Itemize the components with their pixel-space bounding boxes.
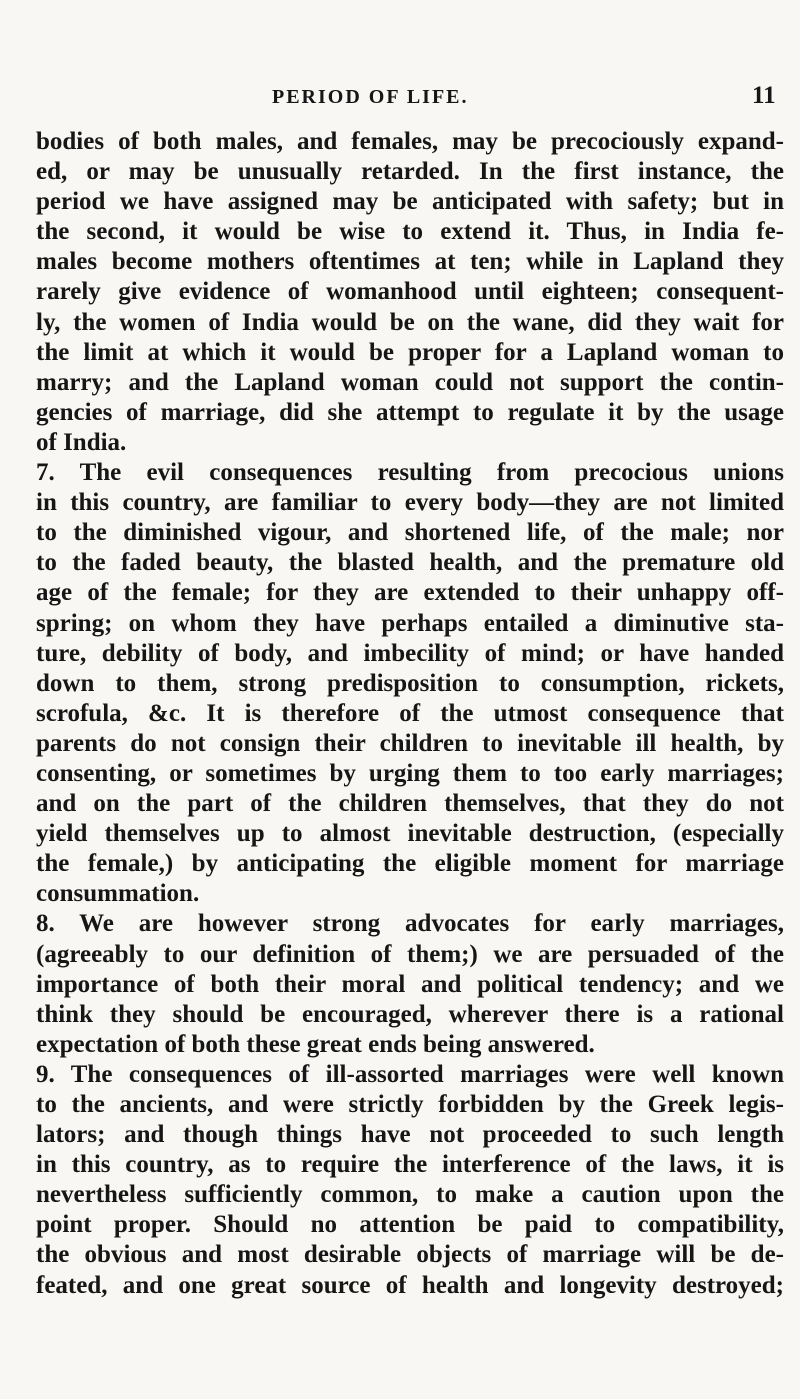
text-line: ly, the women of India would be on the wane, did they wait for: [36, 308, 784, 336]
text-line: point proper. Should no attention be paid to compatibility,: [36, 1211, 784, 1239]
text-line: marry; and the Lapland woman could not support the contin-: [36, 368, 784, 396]
text-line: (agreeably to our definition of them;) we are persuaded of the: [36, 940, 784, 968]
text-line: 9. The consequences of ill-assorted marriages were well known: [36, 1060, 784, 1088]
text-line: nevertheless sufficiently common, to make a caution upon the: [36, 1181, 784, 1209]
text-line: period we have assigned may be anticipated with safety; but in: [36, 188, 784, 216]
text-line: ed, or may be unusually retarded. In the first instance, the: [36, 158, 784, 186]
text-line: bodies of both males, and females, may be precociously expand-: [36, 128, 784, 155]
body-text: [36, 127, 784, 1301]
text-line: males become mothers oftentimes at ten; while in Lapland they: [36, 248, 784, 276]
text-line: rarely give evidence of womanhood until eighteen; consequent-: [36, 278, 784, 306]
text-line: in this country, as to require the interference of the laws, it is: [36, 1151, 784, 1179]
text-line: consummation.: [36, 880, 200, 908]
text-line: to the diminished vigour, and shortened life, of the male; nor: [36, 519, 784, 547]
text-line: to the faded beauty, the blasted health, and the premature old: [36, 549, 784, 577]
text-line: the female,) by anticipating the eligible moment for marriage: [36, 850, 784, 878]
text-line: the obvious and most desirable objects of marriage will be de-: [36, 1241, 784, 1269]
text-line: spring; on whom they have perhaps entailed a diminutive sta-: [36, 609, 784, 637]
text-line: consenting, or sometimes by urging them to too early marriages;: [36, 759, 784, 787]
text-line: gencies of marriage, did she attempt to regulate it by the usage: [36, 398, 784, 426]
text-line: the second, it would be wise to extend it. Thus, in India fe-: [36, 218, 784, 246]
text-line: to the ancients, and were strictly forbidden by the Greek legis-: [36, 1091, 784, 1118]
running-head: [0, 80, 800, 114]
text-line: expectation of both these great ends being answered.: [36, 1030, 595, 1058]
text-line: lators; and though things have not proceeded to such length: [36, 1121, 784, 1149]
text-line: importance of both their moral and political tendency; and we: [36, 970, 784, 998]
text-line: scrofula, &c. It is therefore of the utmost consequence that: [36, 699, 784, 727]
running-title: PERIOD OF LIFE.: [272, 86, 469, 108]
text-line: feated, and one great source of health and longevity destroyed;: [36, 1271, 784, 1299]
text-line: down to them, strong predisposition to consumption, rickets,: [36, 669, 784, 697]
text-line: and on the part of the children themselves, that they do not: [36, 790, 784, 818]
text-line: parents do not consign their children to inevitable ill health, by: [36, 729, 784, 757]
text-line: the limit at which it would be proper for a Lapland woman to: [36, 338, 784, 366]
text-line: think they should be encouraged, wherever there is a rational: [36, 1000, 784, 1028]
text-line: 8. We are however strong advocates for early marriages,: [36, 910, 784, 938]
text-line: ture, debility of body, and imbecility of mind; or have handed: [36, 639, 784, 667]
text-line: of India.: [36, 428, 127, 456]
page-number: 11: [752, 82, 776, 109]
text-line: in this country, are familiar to every body—they are not limited: [36, 489, 784, 517]
text-line: 7. The evil consequences resulting from precocious unions: [36, 459, 784, 487]
text-line: yield themselves up to almost inevitable destruction, (especially: [36, 820, 784, 848]
text-line: age of the female; for they are extended to their unhappy off-: [36, 579, 784, 607]
